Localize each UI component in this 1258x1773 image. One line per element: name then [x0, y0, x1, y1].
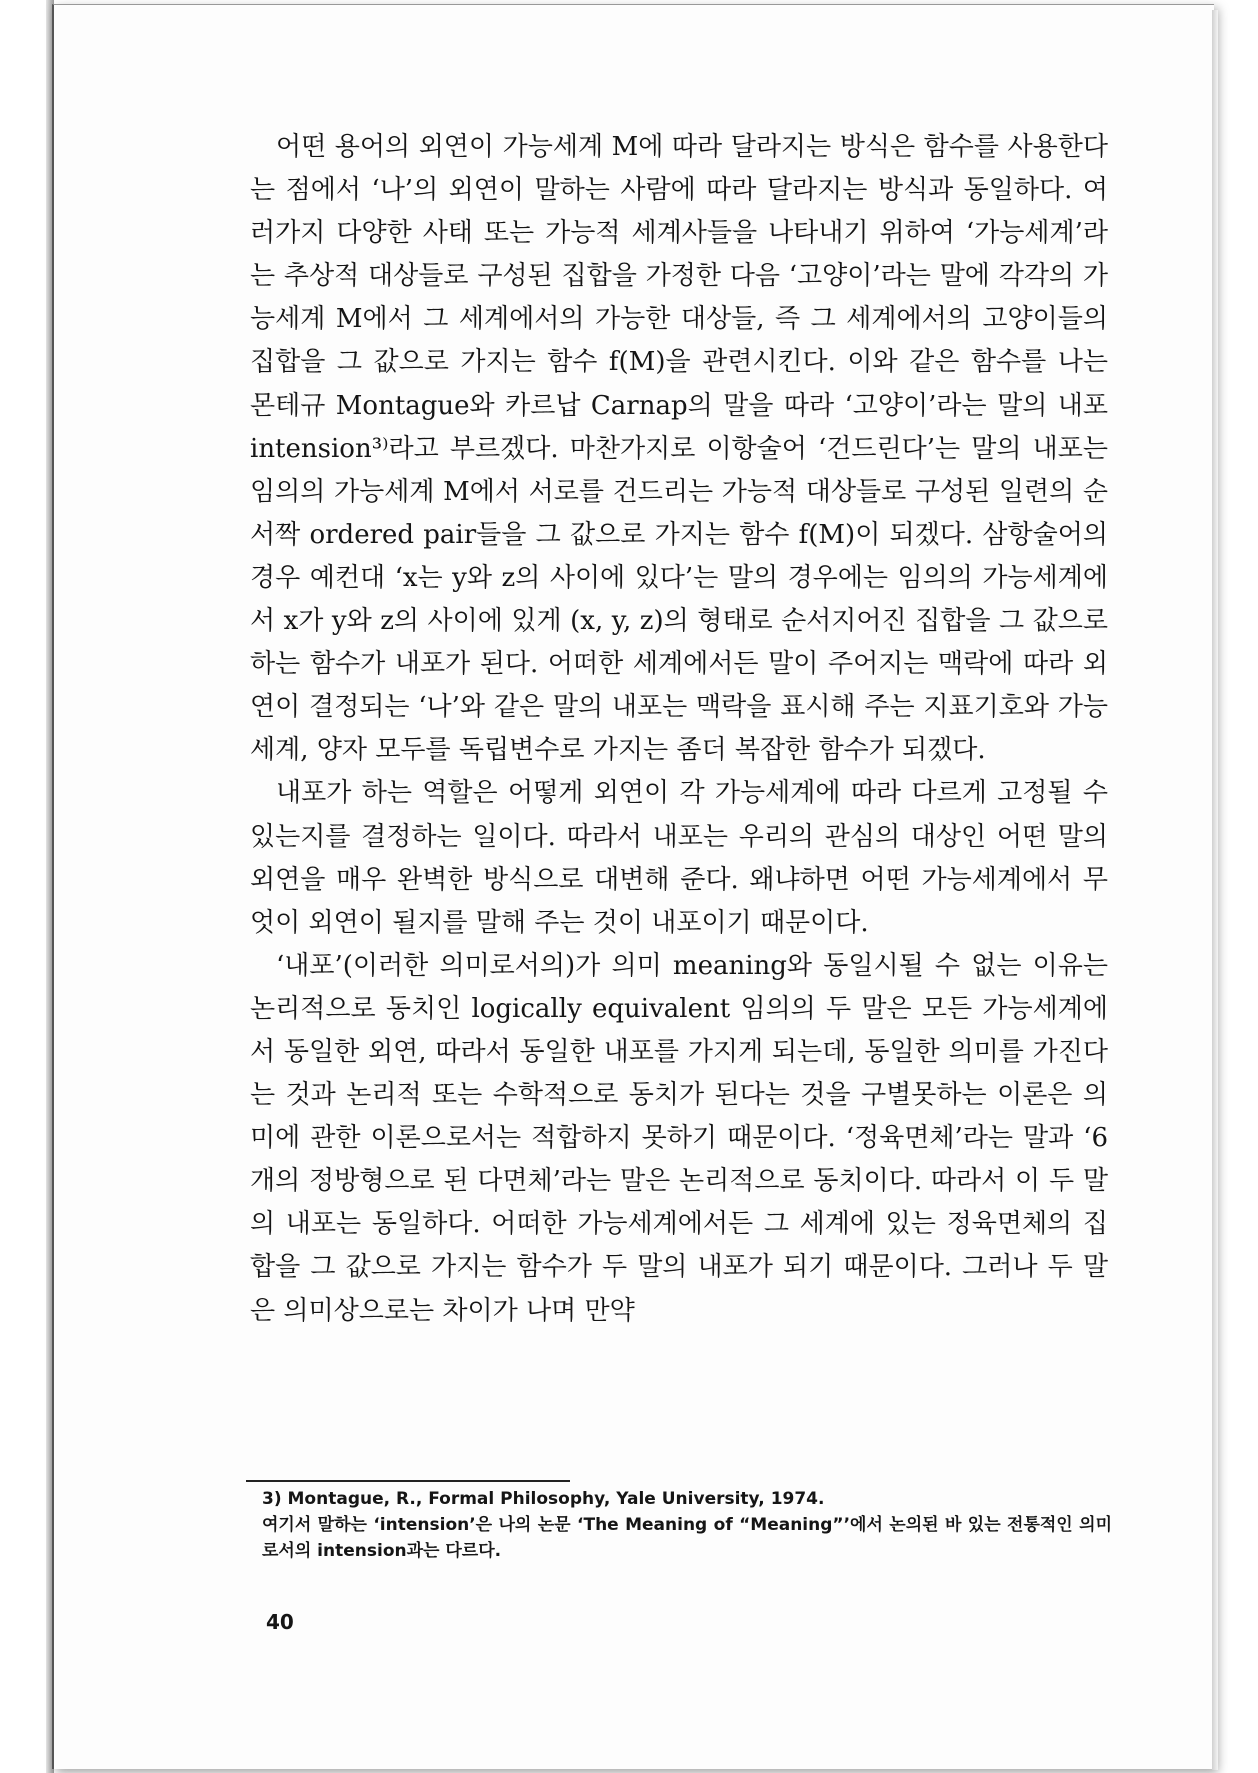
page-edge: [1212, 10, 1218, 1770]
page-number: 40: [266, 1610, 294, 1634]
paragraph-1: 어떤 용어의 외연이 가능세계 M에 따라 달라지는 방식은 함수를 사용한다는 점에서 ‘나’의 외연이 말하는 사람에 따라 달라지는 방식과 동일하다. 여러가지 다양한 사태 또는 가능적 세계사들을 나타내기 위하여 ‘가능세계’라는 추상적 대상들로 구성된 집합을 가정한 다음 ‘고양이’라는 말에 각각의 가능세계 M에서 그 세계에서의 가능한 대상들, 즉 그 세계에서의 고양이들의 집합을 그 값으로 가지는 함수 f(M)을 관련시킨다. 이와 같은 함수를 나는 몬테규 Montague와 카르납 Carnap의 말을 따라 ‘고양이’라는 말의 내포 intension³⁾라고 부르겠다. 마찬가지로 이항술어 ‘건드린다’는 말의 내포는 임의의 가능세계 M에서 서로를 건드리는 가능적 대상들로 구성된 일련의 순서짝 ordered pair들을 그 값으로 가지는 함수 f(M)이 되겠다. 삼항술어의 경우 예컨대 ‘x는 y와 z의 사이에 있다’는 말의 경우에는 임의의 가능세계에서 x가 y와 z의 사이에 있게 (x, y, z)의 형태로 순서지어진 집합을 그 값으로 하는 함수가 내포가 된다. 어떠한 세계에서든 말이 주어지는 맥락에 따라 외연이 결정되는 ‘나’와 같은 말의 내포는 맥락을 표시해 주는 지표기호와 가능세계, 양자 모두를 독립변수로 가지는 좀더 복잡한 함수가 되겠다.: [250, 132, 1108, 766]
footnote-citation: 3) Montague, R., Formal Philosophy, Yale University, 1974.: [262, 1489, 825, 1509]
paragraph-2: 내포가 하는 역할은 어떻게 외연이 각 가능세계에 따라 다르게 고정될 수 있는지를 결정하는 일이다. 따라서 내포는 우리의 관심의 대상인 어떤 말의 외연을 매우 완벽한 방식으로 대변해 준다. 왜냐하면 어떤 가능세계에서 무엇이 외연이 될지를 말해 주는 것이 내포이기 때문이다.: [250, 778, 1108, 938]
footnote-divider: [246, 1480, 570, 1482]
body-text: [250, 126, 1108, 1333]
paragraph-3: ‘내포’(이러한 의미로서의)가 의미 meaning와 동일시될 수 없는 이유는 논리적으로 동치인 logically equivalent 임의의 두 말은 모든 가능세계에서 동일한 외연, 따라서 동일한 내포를 가지게 되는데, 동일한 의미를 가진다는 것과 논리적 또는 수학적으로 동치가 된다는 것을 구별못하는 이론은 의미에 관한 이론으로서는 적합하지 못하기 때문이다. ‘정육면체’라는 말과 ‘6개의 정방형으로 된 다면체’라는 말은 논리적으로 동치이다. 따라서 이 두 말의 내포는 동일하다. 어떠한 가능세계에서든 그 세계에 있는 정육면체의 집합을 그 값으로 가지는 함수가 두 말의 내포가 되기 때문이다. 그러나 두 말은 의미상으로는 차이가 나며 만약: [250, 950, 1108, 1326]
footnotes: [262, 1486, 1112, 1564]
footnote-note: 여기서 말하는 ‘intension’은 나의 논문 ‘The Meaning of “Meaning”’에서 논의된 바 있는 전통적인 의미로서의 intension과는 다르다.: [262, 1515, 1112, 1561]
